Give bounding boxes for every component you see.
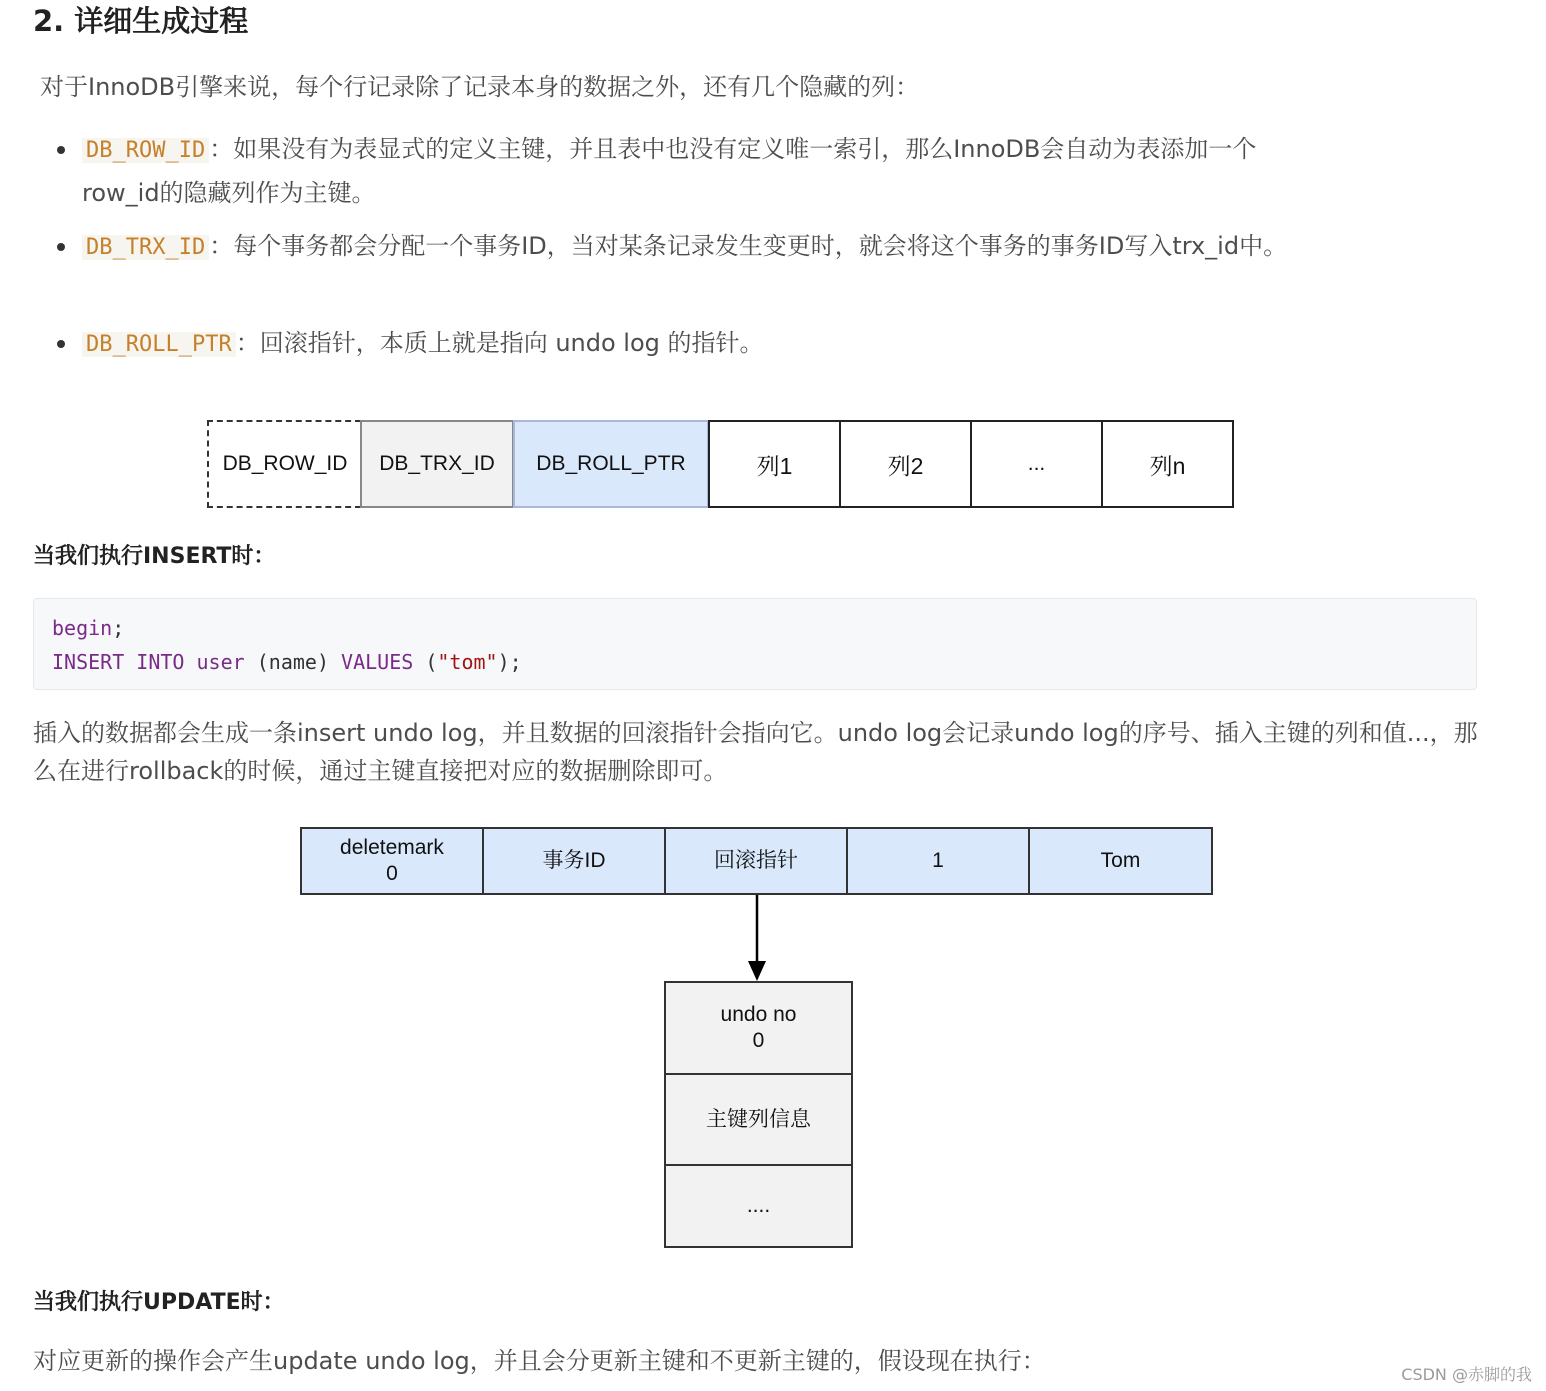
code-tag: DB_ROLL_PTR [82, 332, 236, 357]
bullet-roll-ptr [82, 322, 1332, 366]
diagram-cell-db-roll-ptr: DB_ROLL_PTR [513, 420, 709, 508]
code-tag: DB_TRX_ID [82, 235, 209, 260]
intro-text: 对于InnoDB引擎来说，每个行记录除了记录本身的数据之外，还有几个隐藏的列： [40, 73, 920, 101]
bullet-text: ：如果没有为表显式的定义主键，并且表中也没有定义唯一索引，那么InnoDB会自动为表添加一个row_id的隐藏列作为主键。 [82, 135, 1257, 207]
update-heading: 当我们执行UPDATE时： [33, 1290, 285, 1315]
diagram-cell-col1: 列1 [708, 420, 841, 508]
diagram-cell-db-trx-id: DB_TRX_ID [360, 420, 514, 508]
code-tag: DB_ROW_ID [82, 138, 209, 163]
insert-heading: 当我们执行INSERT时： [33, 544, 276, 569]
code-keyword: begin [52, 616, 113, 640]
bullet-trx-id [82, 225, 1332, 269]
diagram-cell-ellipsis: ... [970, 420, 1103, 508]
record-cell-trx-id: 事务ID [482, 827, 666, 895]
diagram-cell-db-row-id: DB_ROW_ID [207, 420, 361, 508]
watermark: CSDN @赤脚的我 [1401, 1365, 1532, 1384]
undo-cell-pk-info: 主键列信息 [664, 1073, 853, 1166]
record-cell-name: Tom [1028, 827, 1213, 895]
record-cell-deletemark: deletemark 0 [300, 827, 484, 895]
bullet-dot [57, 340, 65, 348]
record-cell-id: 1 [846, 827, 1030, 895]
bullet-row-id [82, 128, 1332, 214]
code-line-1: begin; [52, 616, 125, 640]
bullet-text: ：回滚指针，本质上就是指向 undo log 的指针。 [235, 329, 764, 357]
code-block [33, 598, 1477, 690]
undo-cell-ellipsis: .... [664, 1164, 853, 1248]
diagram-cell-coln: 列n [1101, 420, 1234, 508]
bullet-dot [57, 146, 65, 154]
record-cell-roll-ptr: 回滚指针 [664, 827, 848, 895]
bullet-dot [57, 243, 65, 251]
pointer-arrow [740, 893, 774, 985]
code-line-2: INSERT INTO user (name) VALUES ("tom"); [52, 650, 522, 674]
update-description: 对应更新的操作会产生update undo log，并且会分更新主键和不更新主键的，假设现在执行： [33, 1347, 1046, 1375]
diagram-cell-col2: 列2 [839, 420, 972, 508]
section-title: 2. 详细生成过程 [33, 4, 249, 38]
insert-description: 插入的数据都会生成一条insert undo log，并且数据的回滚指针会指向它。undo log会记录undo log的序号、插入主键的列和值...，那么在进行rollback的时候，通过主键直接把对应的数据删除即可。 [33, 719, 1478, 785]
bullet-text: ：每个事务都会分配一个事务ID，当对某条记录发生变更时，就会将这个事务的事务ID写入trx_id中。 [209, 232, 1288, 260]
undo-cell-undo-no: undo no 0 [664, 981, 853, 1075]
